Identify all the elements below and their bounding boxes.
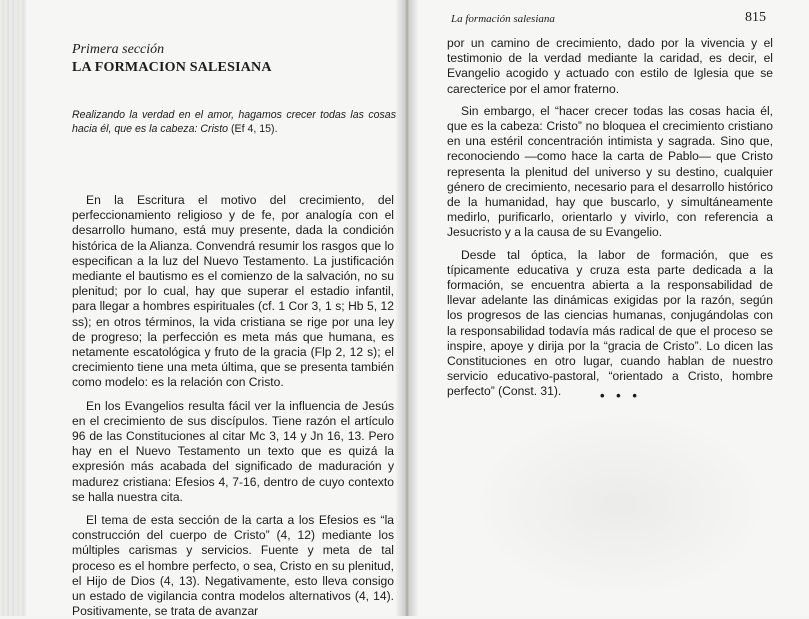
epigraph <box>72 109 396 136</box>
running-head: La formación salesiana <box>451 13 555 25</box>
section-label: Primera sección <box>72 42 165 57</box>
paragraph: En la Escritura el motivo del crecimiento, del perfeccionamiento religioso y de fe, por analogía con el desarrollo humano, está muy presente, dada la condición histórica de la Alianza. Convendrá resumir los rasgos que lo especifican a la luz del Nuevo Testamento. La justificación mediante el bautismo es el comienzo de la salvación, no su plenitud; por lo cual, hay que superar el estadio infantil, para llegar a hombres espirituales (cf. 1 Cor 3, 1 s; Hb 5, 12 ss); en otros términos, la vida cristiana se rige por una ley de progreso; la perfección es meta más que humana, es netamente escatológica y fruto de la gracia (Flp 2, 12 s); el crecimiento tiene una meta última, que se presenta también como modelo: es la relación con Cristo. <box>72 193 394 390</box>
section-break-ornament: • • • <box>600 388 641 403</box>
paragraph: Sin embargo, el “hacer crecer todas las cosas hacia él, que es la cabeza: Cristo” no bloquea el crecimiento cristiano en una estéril concentración intimista y sagrada. Sino que, reconociendo —como hace la carta de Pablo— que Cristo representa la plenitud del universo y su destino, cualquier género de crecimiento, necesario para el desarrollo histórico de la humanidad, hay que buscarlo, y simultáneamente medirlo, purificarlo, orientarlo y vivirlo, con referencia a Jesucristo y a la causa de su Evangelio. <box>447 103 773 240</box>
page-number: 815 <box>745 10 766 25</box>
right-body-text <box>447 36 773 400</box>
paragraph: Desde tal óptica, la labor de formación, que es típicamente educativa y cruza esta parte dedicada a la formación, se encuentra abierta a la responsabilidad de llevar adelante las dinámicas exigidas por la razón, según los progresos de las ciencias humanas, conjugándolas con la responsabilidad todavía más radical de que el proceso se inspire, apoye y dirija por la “gracia de Cristo”. Lo dicen las Constituciones en otro lugar, cuando hablan de nuestro servicio educativo-pastoral, “orientado a Cristo, hombre perfecto” (Const. 31). <box>447 247 773 399</box>
show-through-shadow <box>470 410 770 600</box>
paragraph: En los Evangelios resulta fácil ver la influencia de Jesús en el crecimiento de sus discípulos. Tiene razón el artículo 96 de las Constituciones al citar Mc 3, 14 y Jn 16, 13. Pero hay en el Nuevo Testamento un texto que es quizá la expresión más acabada del significado de maduración y madurez cristiana: Efesios 4, 7-16, dentro de cuyo contexto se halla nuestra cita. <box>72 398 394 504</box>
section-title: LA FORMACION SALESIANA <box>72 60 272 75</box>
paragraph: El tema de esta sección de la carta a los Efesios es “la construcción del cuerpo de Cristo” (4, 12) mediante los múltiples carismas y servicios. Fuente y meta de tal proceso es el hombre perfecto, o sea, Cristo en su plenitud, el Hijo de Dios (4, 13). Negativamente, esto lleva consigo un estado de vigilancia contra modelos alternativos (4, 14). Positivamente, se trata de avanzar <box>72 513 394 619</box>
left-page <box>0 0 404 619</box>
epigraph-text: Realizando la verdad en el amor, hagamos crecer todas las cosas hacia él, que es la cabeza: Cristo <box>72 109 396 135</box>
left-body-text <box>72 193 394 619</box>
book-gutter <box>396 0 418 616</box>
page-edge <box>0 0 26 616</box>
epigraph-reference: (Ef 4, 15). <box>231 122 278 135</box>
paragraph: por un camino de crecimiento, dado por la vivencia y el testimonio de la verdad mediante la caridad, es decir, el Evangelio acogido y actuado con estilo de Iglesia que se carecterice por el amor fraterno. <box>447 36 773 96</box>
